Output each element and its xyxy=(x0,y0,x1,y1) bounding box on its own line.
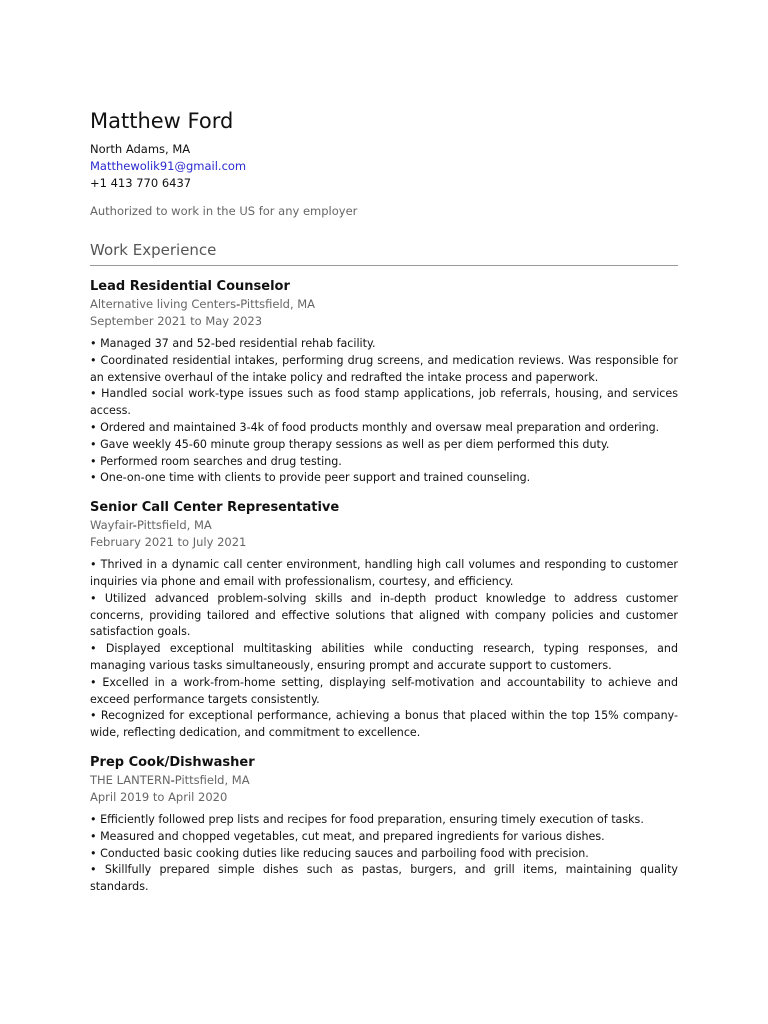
job-bullet: • Skillfully prepared simple dishes such as pastas, burgers, and grill items, maintaining quality standards. xyxy=(90,863,678,894)
work-authorization: Authorized to work in the US for any employer xyxy=(90,204,358,218)
email-link[interactable]: Matthewolik91@gmail.com xyxy=(90,159,247,173)
job-company xyxy=(90,772,678,789)
phone-text: +1 413 770 6437 xyxy=(90,176,192,190)
company-separator: - xyxy=(236,297,241,311)
job-bullet: • Displayed exceptional multitasking abilities while conducting research, typing responses, and managing various tasks simultaneously, ensuring prompt and accurate support to customers. xyxy=(90,642,678,672)
job-bullet: • Handled social work-type issues such as food stamp applications, job referrals, housing, and services access. xyxy=(90,387,678,418)
job-bullet: • Measured and chopped vegetables, cut meat, and prepared ingredients for various dishes. xyxy=(90,829,605,843)
job-dates: April 2019 to April 2020 xyxy=(90,789,228,804)
job-dates: September 2021 to May 2023 xyxy=(90,314,263,328)
job-entry xyxy=(90,754,678,896)
job-bullet: • Gave weekly 45-60 minute group therapy sessions as well as per diem performed this duty. xyxy=(90,437,610,451)
job-bullet: • Excelled in a work-from-home setting, displaying self-motivation and accountability to achieve and exceed performance targets consistently. xyxy=(90,675,678,706)
company-name: THE LANTERN xyxy=(90,772,171,787)
job-bullet: • Performed room searches and drug testing. xyxy=(90,454,342,468)
section-divider xyxy=(90,265,678,266)
job-entry xyxy=(90,278,678,487)
company-name: Wayfair xyxy=(90,518,133,533)
contact-block xyxy=(90,141,678,192)
job-bullet: • Utilized advanced problem-solving skills and in-depth product knowledge to address customer concerns, providing tailored and effective solutions that aligned with company policies and customer satisfaction goals. xyxy=(90,591,678,639)
job-title: Lead Residential Counselor xyxy=(90,279,290,294)
job-bullet: • Coordinated residential intakes, performing drug screens, and medication reviews. Was responsible for an extensive overhaul of the intake policy and redrafted the intake process and paperwork. xyxy=(90,353,678,384)
company-location: Pittsfield, MA xyxy=(174,772,250,787)
job-bullet: • One-on-one time with clients to provide peer support and trained counseling. xyxy=(90,471,531,485)
job-company xyxy=(90,517,678,534)
job-bullet: • Recognized for exceptional performance, achieving a bonus that placed within the top 15% company-wide, reflecting dedication, and commitment to excellence. xyxy=(90,709,678,740)
company-location: Pittsfield, MA xyxy=(136,518,212,533)
company-name: Alternative living Centers xyxy=(90,297,237,311)
job-title: Senior Call Center Representative xyxy=(90,500,340,516)
company-separator: - xyxy=(170,772,175,787)
job-bullets xyxy=(90,812,678,896)
resume-content xyxy=(90,108,678,896)
job-entry xyxy=(90,499,678,742)
job-bullet: • Thrived in a dynamic call center environment, handling high call volumes and responding to customer inquiries via phone and email with professionalism, courtesy, and efficiency. xyxy=(90,558,678,588)
job-bullet: • Conducted basic cooking duties like reducing sauces and parboiling food with precision. xyxy=(90,846,589,860)
job-bullet: • Managed 37 and 52-bed residential rehab facility. xyxy=(90,337,376,350)
company-separator: - xyxy=(132,518,137,533)
company-location: Pittsfield, MA xyxy=(240,297,316,311)
section-title-work-experience: Work Experience xyxy=(90,241,217,259)
job-bullet: • Ordered and maintained 3-4k of food products monthly and oversaw meal preparation and ordering. xyxy=(90,420,660,434)
location-text: North Adams, MA xyxy=(90,142,191,156)
candidate-name: Matthew Ford xyxy=(90,109,234,133)
job-dates: February 2021 to July 2021 xyxy=(90,535,247,550)
job-company xyxy=(90,296,678,313)
job-bullets xyxy=(90,336,678,487)
job-bullet: • Efficiently followed prep lists and recipes for food preparation, ensuring timely execution of tasks. xyxy=(90,812,644,826)
job-bullets xyxy=(90,557,678,742)
job-title: Prep Cook/Dishwasher xyxy=(90,754,255,770)
